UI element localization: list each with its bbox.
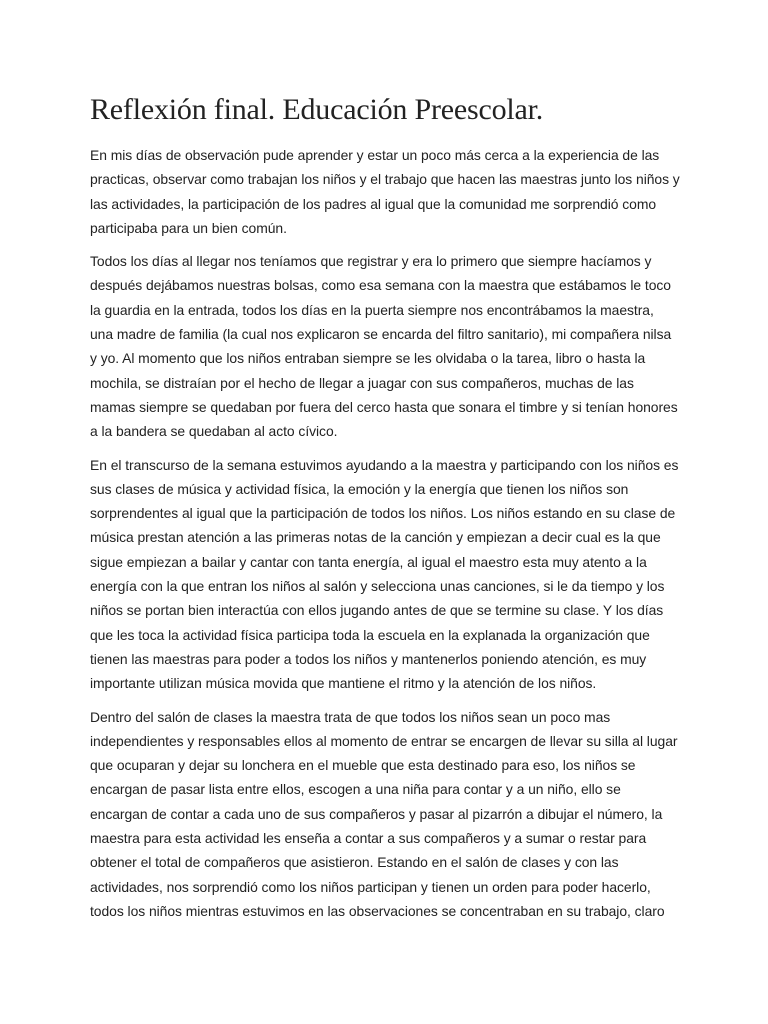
paragraph: Dentro del salón de clases la maestra trata de que todos los niños sean un poco mas independientes y responsables ellos al momento de entrar se encargen de llevar su silla al lugar que ocuparan y dejar su lonchera en el mueble que esta destinado para eso, los niños se encargan de pasar lista entre ellos, escogen a una niña para contar y a un niño, ello se encargan de contar a cada uno de sus compañeros y pasar al pizarrón a dibujar el número, la maestra para esta actividad les enseña a contar a sus compañeros y a sumar o restar para obtener el total de compañeros que asistieron. Estando en el salón de clases y con las actividades, nos sorprendió como los niños participan y tienen un orden para poder hacerlo, todos los niños mientras estuvimos en las observaciones se concentraban en su trabajo, claro <box>90 708 678 919</box>
paragraph: Todos los días al llegar nos teníamos que registrar y era lo primero que siempre hacíamos y después dejábamos nuestras bolsas, como esa semana con la maestra que estábamos le toco la guardia en la entrada, todos los días en la puerta siempre nos encontrábamos la maestra, una madre de familia (la cual nos explicaron se encarda del filtro sanitario), mi compañera nilsa y yo. Al momento que los niños entraban siempre se les olvidaba o la tarea, libro o hasta la mochila, se distraían por el hecho de llegar a juagar con sus compañeros, muchas de las mamas siempre se quedaban por fuera del cerco hasta que sonara el timbre y si tenían honores a la bandera se quedaban al acto cívico. <box>90 253 678 440</box>
paragraph: En mis días de observación pude aprender y estar un poco más cerca a la experiencia de las practicas, observar como trabajan los niños y el trabajo que hacen las maestras junto los niños y las actividades, la participación de los padres al igual que la comunidad me sorprendió como participaba para un bien común. <box>90 147 680 236</box>
document-body <box>90 143 680 932</box>
document-title: Reflexión final. Educación Preescolar. <box>90 93 544 126</box>
paragraph: En el transcurso de la semana estuvimos ayudando a la maestra y participando con los niños es sus clases de música y actividad física, la emoción y la energía que tienen los niños son sorprendentes al igual que la participación de todos los niños. Los niños estando en su clase de música prestan atención a las primeras notas de la canción y empiezan a decir cual es la que sigue empiezan a bailar y cantar con tanta energía, al igual el maestro esta muy atento a la energía con la que entran los niños al salón y selecciona unas canciones, si le da tiempo y los niños se portan bien interactúa con ellos jugando antes de que se termine su clase. Y los días que les toca la actividad física participa toda la escuela en la explanada la organización que tienen las maestras para poder a todos los niños y mantenerlos poniendo atención, es muy importante utilizan música movida que mantiene el ritmo y la atención de los niños. <box>90 456 679 692</box>
